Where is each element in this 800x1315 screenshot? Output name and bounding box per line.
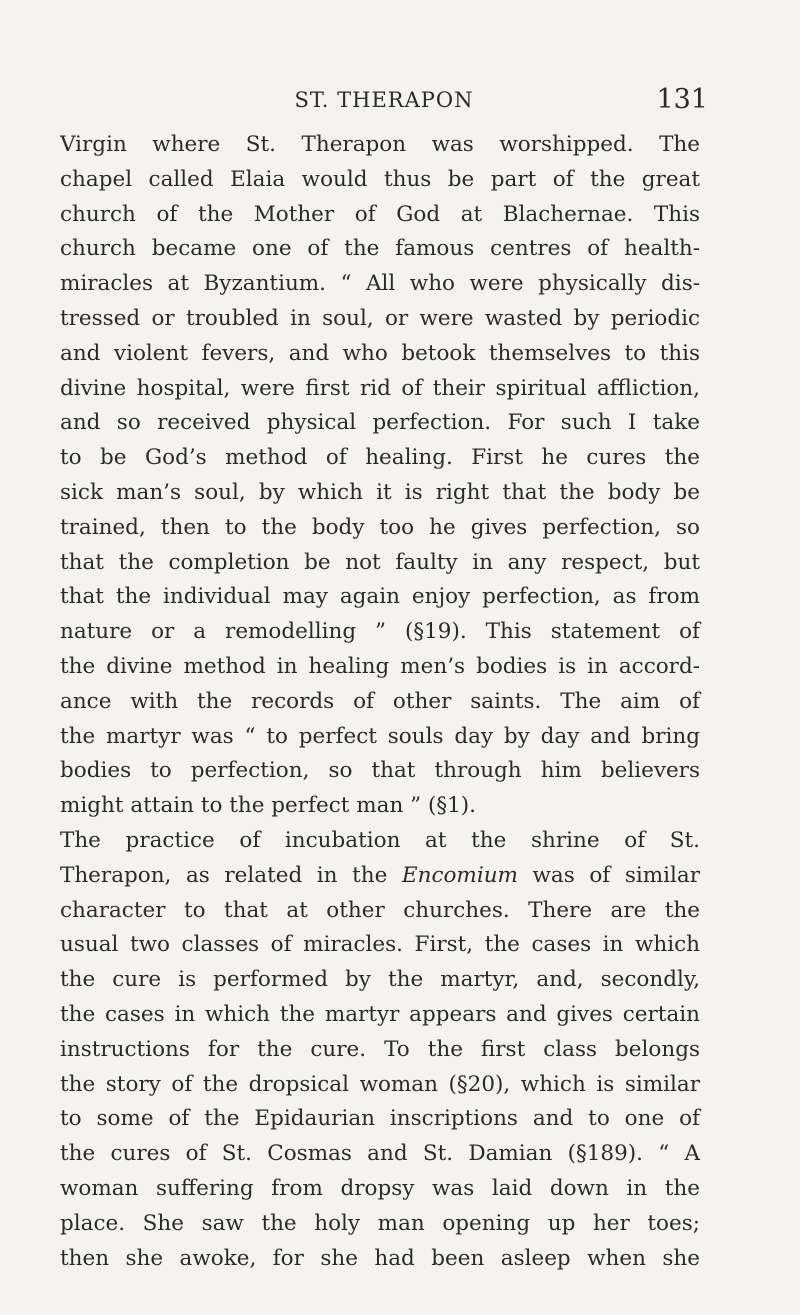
body-text (60, 128, 700, 1276)
text-line: usual two classes of miracles. First, the cases in which (60, 932, 700, 958)
text-line: to be God’s method of healing. First he cures the (60, 445, 700, 471)
text-line: sick man’s soul, by which it is right that the body be (60, 479, 700, 505)
text-line: church became one of the famous centres of health- (60, 236, 700, 262)
page-number: 131 (656, 84, 708, 115)
text-line: the martyr was “ to perfect souls day by day and bring (60, 723, 700, 749)
text-line: ance with the records of other saints. The aim of (60, 688, 700, 714)
text-line-with-italic (60, 859, 700, 894)
text-line: and so received physical perfection. For such I take (60, 410, 700, 436)
text-line: nature or a remodelling ” (§19). This statement of (60, 619, 700, 645)
italic-title: Encomium (401, 862, 518, 888)
text-line: miracles at Byzantium. “ All who were physically dis- (60, 271, 700, 297)
text-line: might attain to the perfect man ” (§1). (60, 793, 476, 819)
running-title: ST. THERAPON (294, 88, 474, 112)
text-line: divine hospital, were first rid of their spiritual affliction, (60, 375, 700, 401)
text-line: tressed or troubled in soul, or were wasted by periodic (60, 305, 700, 331)
text-line: place. She saw the holy man opening up her toes; (60, 1210, 700, 1236)
text-line: then she awoke, for she had been asleep when she (60, 1245, 700, 1271)
text-line: The practice of incubation at the shrine of St. (60, 827, 700, 853)
text-line: character to that at other churches. There are the (60, 897, 700, 923)
text-fragment: was of similar (517, 862, 700, 888)
text-line: the cure is performed by the martyr, and, secondly, (60, 967, 700, 993)
text-fragment: Therapon, as related in the (60, 862, 402, 888)
text-line: church of the Mother of God at Blachernae. This (60, 201, 700, 227)
text-line: to some of the Epidaurian inscriptions and to one of (60, 1106, 700, 1132)
page-header (60, 84, 708, 124)
text-line: the divine method in healing men’s bodies is in accord- (60, 653, 700, 679)
text-line: and violent fevers, and who betook themselves to this (60, 340, 700, 366)
text-line: the story of the dropsical woman (§20), which is similar (60, 1071, 700, 1097)
text-line: the cases in which the martyr appears and gives certain (60, 1001, 700, 1027)
text-line: that the individual may again enjoy perfection, as from (60, 584, 700, 610)
text-line: instructions for the cure. To the first class belongs (60, 1036, 700, 1062)
text-line: that the completion be not faulty in any respect, but (60, 549, 700, 575)
text-line: chapel called Elaia would thus be part of the great (60, 166, 700, 192)
text-line: bodies to perfection, so that through him believers (60, 758, 700, 784)
text-line: trained, then to the body too he gives perfection, so (60, 514, 700, 540)
text-line: woman suffering from dropsy was laid down in the (60, 1175, 700, 1201)
text-line: the cures of St. Cosmas and St. Damian (§189). “ A (60, 1141, 700, 1167)
text-line: Virgin where St. Therapon was worshipped. The (60, 132, 700, 157)
